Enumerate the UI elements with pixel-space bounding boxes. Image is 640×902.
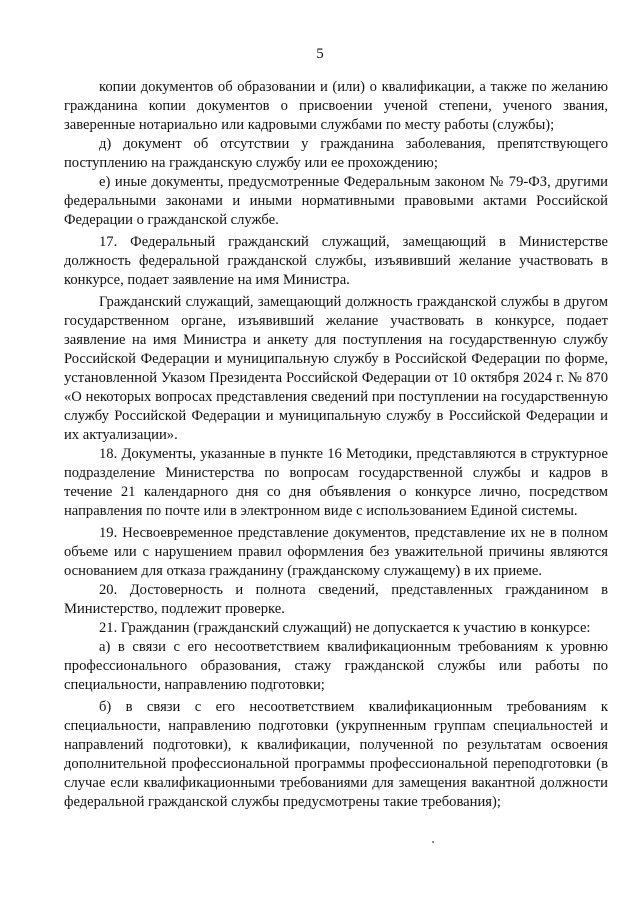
paragraph-20: 20. Достоверность и полнота сведений, представленных гражданином в Министерство, подлежит проверке. [64, 582, 608, 617]
document-body [64, 78, 608, 812]
page-number: 5 [316, 46, 324, 62]
paragraph-21-item-a: а) в связи с его несоответствием квалификационным требованиям к уровню профессионального образования, стажу гражданской службы или работы по специальности, направлению подготовки; [64, 639, 608, 693]
paragraph-18: 18. Документы, указанные в пункте 16 Методики, представляются в структурное подразделение Министерства по вопросам государственной службы и кадров в течение 21 календарного дня со дня объявления о конкурсе лично, посредством направления по почте или в электронном виде с использованием Единой системы. [64, 446, 608, 519]
paragraph-item-d: д) документ об отсутствии у гражданина заболевания, препятствующего поступлению на гражданскую службу или ее прохождению; [64, 136, 608, 171]
paragraph-19: 19. Несвоевременное представление документов, представление их не в полном объеме или с нарушением правил оформления без уважительной причины являются основанием для отказа гражданину (гражданскому служащему) в их приеме. [64, 525, 608, 579]
paragraph-item-e: е) иные документы, предусмотренные Федеральным законом № 79-ФЗ, другими федеральными законами и иными нормативными правовыми актами Российской Федерации о гражданской службе. [64, 174, 608, 228]
paragraph-21: 21. Гражданин (гражданский служащий) не допускается к участию в конкурсе: [99, 620, 591, 636]
paragraph-17: 17. Федеральный гражданский служащий, замещающий в Министерстве должность федеральной гражданской службы, изъявивший желание участвовать в конкурсе, подает заявление на имя Министра. [64, 234, 608, 288]
paragraph-education-copies: копии документов об образовании и (или) о квалификации, а также по желанию гражданина копии документов о присвоении ученой степени, ученого звания, заверенные нотариально или кадровыми службами по месту работы (службы); [64, 79, 608, 133]
paragraph-17-other-body: Гражданский служащий, замещающий должность гражданской службы в другом государственном органе, изъявивший желание участвовать в конкурсе, подает заявление на имя Министра и анкету для поступления на государственную службу Российской Федерации и муниципальную службу в Российской Федерации по форме, установленной Указом Президента Российской Федерации от 10 октября 2024 г. № 870 «О некоторых вопросах представления сведений при поступлении на государственную службу Российской Федерации и муниципальную службу в Российской Федерации и их актуализации». [64, 294, 608, 443]
scan-speck [432, 841, 434, 843]
paragraph-21-item-b: б) в связи с его несоответствием квалификационным требованиям к специальности, направлению подготовки (укрупненным группам специальностей и направлений подготовки), к квалификации, полученной по результатам освоения дополнительной профессиональной программы профессиональной переподготовки (в случае если квалификационными требованиями для замещения вакантной должности федеральной гражданской службы предусмотрены такие требования); [64, 699, 608, 810]
